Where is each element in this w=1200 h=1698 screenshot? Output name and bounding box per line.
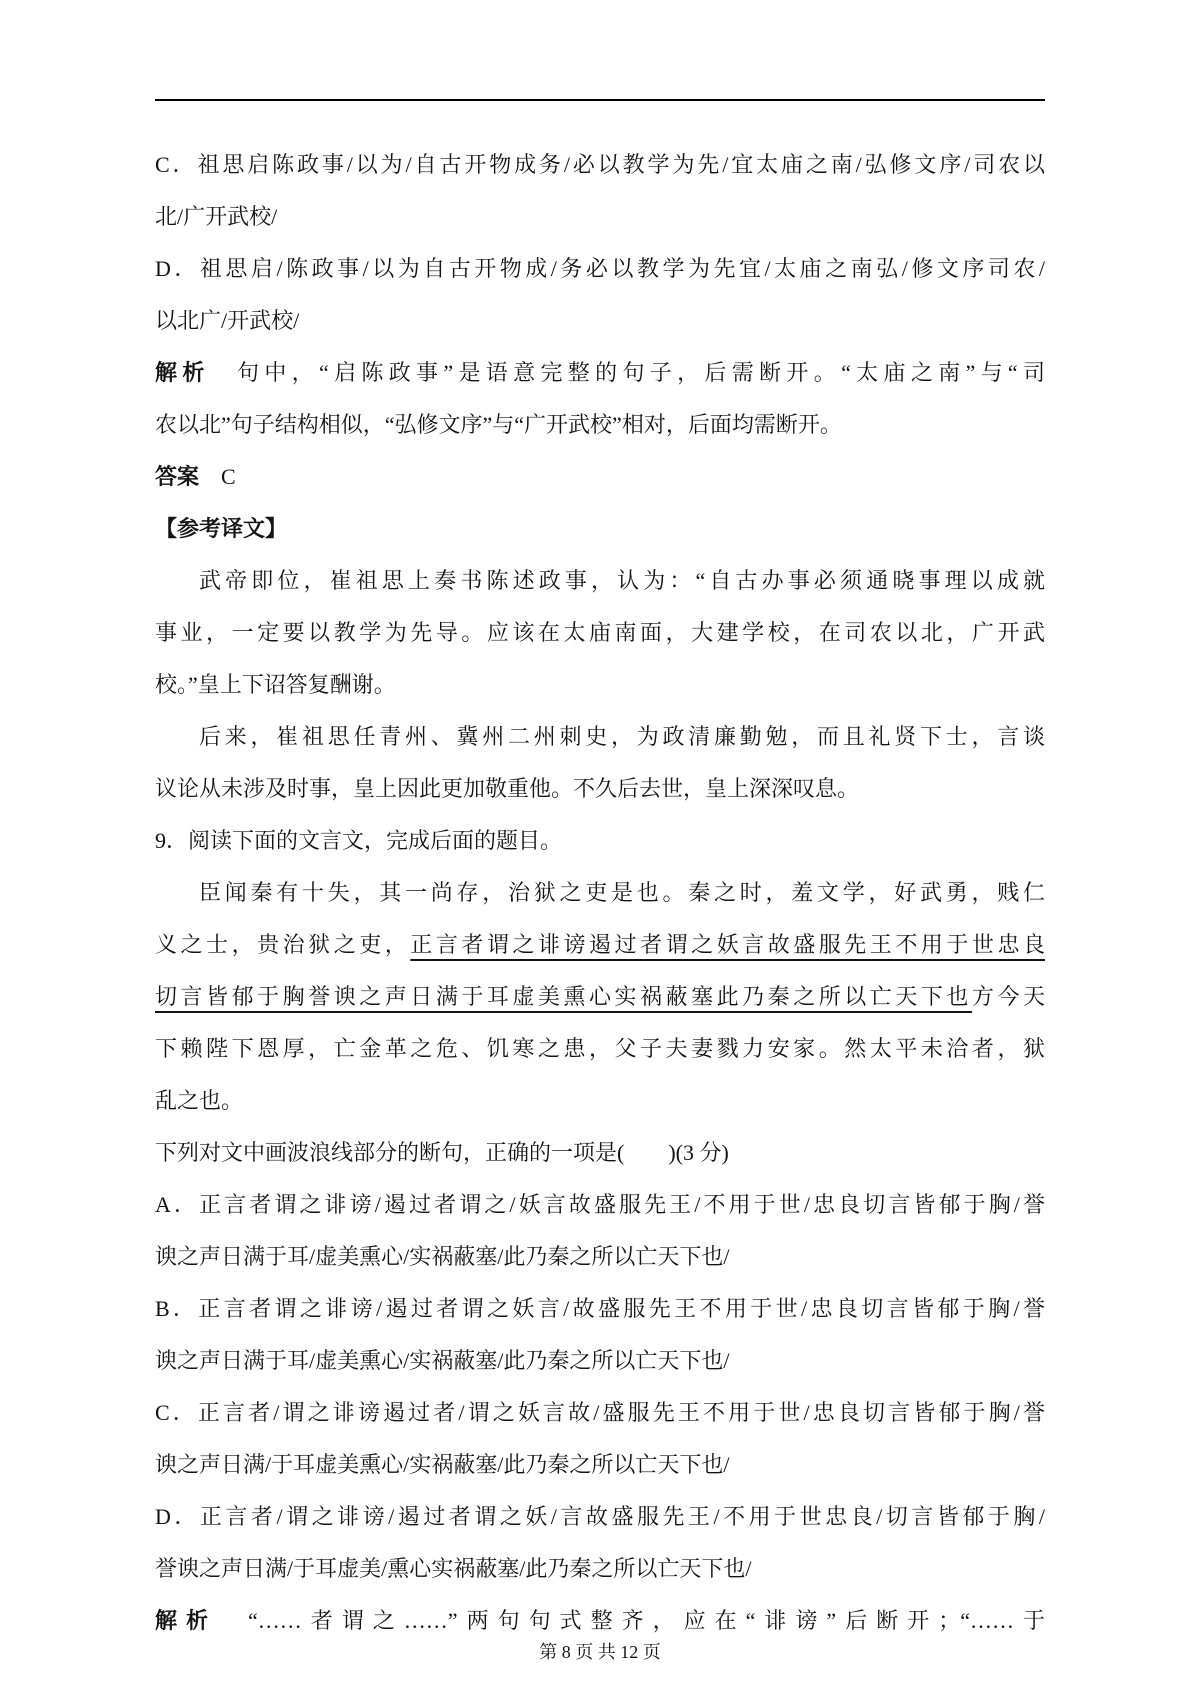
text-line: [155, 555, 1045, 607]
body-text: 9．阅读下面的文言文，完成后面的题目。: [155, 828, 563, 853]
text-line: [155, 1387, 1045, 1439]
body-text: 以北广/开武校/: [155, 308, 300, 333]
body-text: 乱之也。: [155, 1088, 244, 1113]
body-text: 誉谀之声日满/于耳虚美/熏心实祸蔽塞/此乃秦之所以亡天下也/: [155, 1556, 752, 1581]
text-line: [155, 1127, 1045, 1179]
text-line: [155, 451, 1045, 503]
body-text: 农以北”句子结构相似，“弘修文序”与“广开武校”相对，后面均需断开。: [155, 412, 842, 437]
text-line: [155, 1023, 1045, 1075]
wavy-underline-text: 切言皆郁于胸誉谀之声日满于耳虚美熏心实祸蔽塞此乃秦之所以亡天下也: [155, 984, 972, 1009]
body-text: A．正言者谓之诽谤/遏过者谓之/妖言故盛服先王/不用于世/忠良切言皆郁于胸/誉: [155, 1192, 1045, 1217]
body-text: D．祖思启/陈政事/以为自古开物成/务必以教学为先宜/太庙之南弘/修文序司农/: [155, 256, 1045, 281]
text-line: [155, 971, 1045, 1023]
text-line: [155, 1543, 1045, 1595]
text-line: [155, 1231, 1045, 1283]
header-rule: [155, 99, 1045, 101]
body-text: 谀之声日满于耳/虚美熏心/实祸蔽塞/此乃秦之所以亡天下也/: [155, 1348, 730, 1373]
translation-text: 后来，崔祖思任青州、冀州二州刺史，为政清廉勤勉，而且礼贤下士，言谈: [199, 724, 1045, 749]
body-text: 北/广开武校/: [155, 204, 278, 229]
text-line: [155, 399, 1045, 451]
body-text: 句中，“启陈政事”是语意完整的句子，后需断开。“太庙之南”与“司: [209, 360, 1045, 385]
text-line: [155, 763, 1045, 815]
text-line: [155, 711, 1045, 763]
body-text: 下赖陛下恩厚，亡金革之危、饥寒之患，父子夫妻戮力安家。然太平未洽者，狱: [155, 1036, 1045, 1061]
body-text: 臣闻秦有十失，其一尚存，治狱之吏是也。秦之时，羞文学，好武勇，贱仁: [199, 880, 1045, 905]
label-text: 【参考译文】: [155, 516, 288, 541]
body-text: 义之士，贵治狱之吏，: [155, 932, 411, 957]
translation-text: 武帝即位，崔祖思上奏书陈述政事，认为：“自古办事必须通晓事理以成就: [199, 568, 1045, 593]
wavy-underline-text: 正言者谓之诽谤遏过者谓之妖言故盛服先王不用于世忠良: [410, 932, 1045, 957]
text-line: [155, 295, 1045, 347]
body-text: 谀之声日满于耳/虚美熏心/实祸蔽塞/此乃秦之所以亡天下也/: [155, 1244, 730, 1269]
text-line: [155, 815, 1045, 867]
label-text: 解析: [155, 1608, 218, 1633]
content: [155, 139, 1045, 1647]
text-line: [155, 347, 1045, 399]
text-line: [155, 191, 1045, 243]
text-line: [155, 1439, 1045, 1491]
body-text: C．正言者/谓之诽谤遏过者/谓之妖言故/盛服先王不用于世/忠良切言皆郁于胸/誉: [155, 1400, 1045, 1425]
text-line: [155, 1075, 1045, 1127]
text-line: [155, 659, 1045, 711]
page-footer: [0, 1640, 1200, 1664]
text-line: [155, 243, 1045, 295]
body-text: C: [199, 464, 236, 489]
text-line: [155, 139, 1045, 191]
text-line: [155, 1179, 1045, 1231]
body-text: 下列对文中画波浪线部分的断句，正确的一项是( )(3 分): [155, 1140, 729, 1165]
text-line: [155, 503, 1045, 555]
text-line: [155, 867, 1045, 919]
label-text: 答案: [155, 464, 200, 489]
text-line: [155, 1335, 1045, 1387]
text-line: [155, 919, 1045, 971]
translation-text: 校。”皇上下诏答复酬谢。: [155, 672, 396, 697]
page-number-text: 第 8 页 共 12 页: [539, 1642, 661, 1662]
text-line: [155, 1283, 1045, 1335]
body-text: D．正言者/谓之诽谤/遏过者谓之妖/言故盛服先王/不用于世忠良/切言皆郁于胸/: [155, 1504, 1045, 1529]
body-text: “……者谓之……”两句句式整齐，应在“诽谤”后断开；“……于: [217, 1608, 1045, 1633]
body-text: 方今天: [971, 984, 1045, 1009]
label-text: 解析: [155, 360, 210, 385]
text-line: [155, 1491, 1045, 1543]
body-text: C．祖思启陈政事/以为/自古开物成务/必以教学为先/宜太庙之南/弘修文序/司农以: [155, 152, 1045, 177]
body-text: B．正言者谓之诽谤/遏过者谓之妖言/故盛服先王不用于世/忠良切言皆郁于胸/誉: [155, 1296, 1045, 1321]
translation-text: 议论从未涉及时事，皇上因此更加敬重他。不久后去世，皇上深深叹息。: [155, 776, 860, 801]
body-text: 谀之声日满/于耳虚美熏心/实祸蔽塞/此乃秦之所以亡天下也/: [155, 1452, 730, 1477]
translation-text: 事业，一定要以教学为先导。应该在太庙南面，大建学校，在司农以北，广开武: [155, 620, 1045, 645]
text-line: [155, 607, 1045, 659]
